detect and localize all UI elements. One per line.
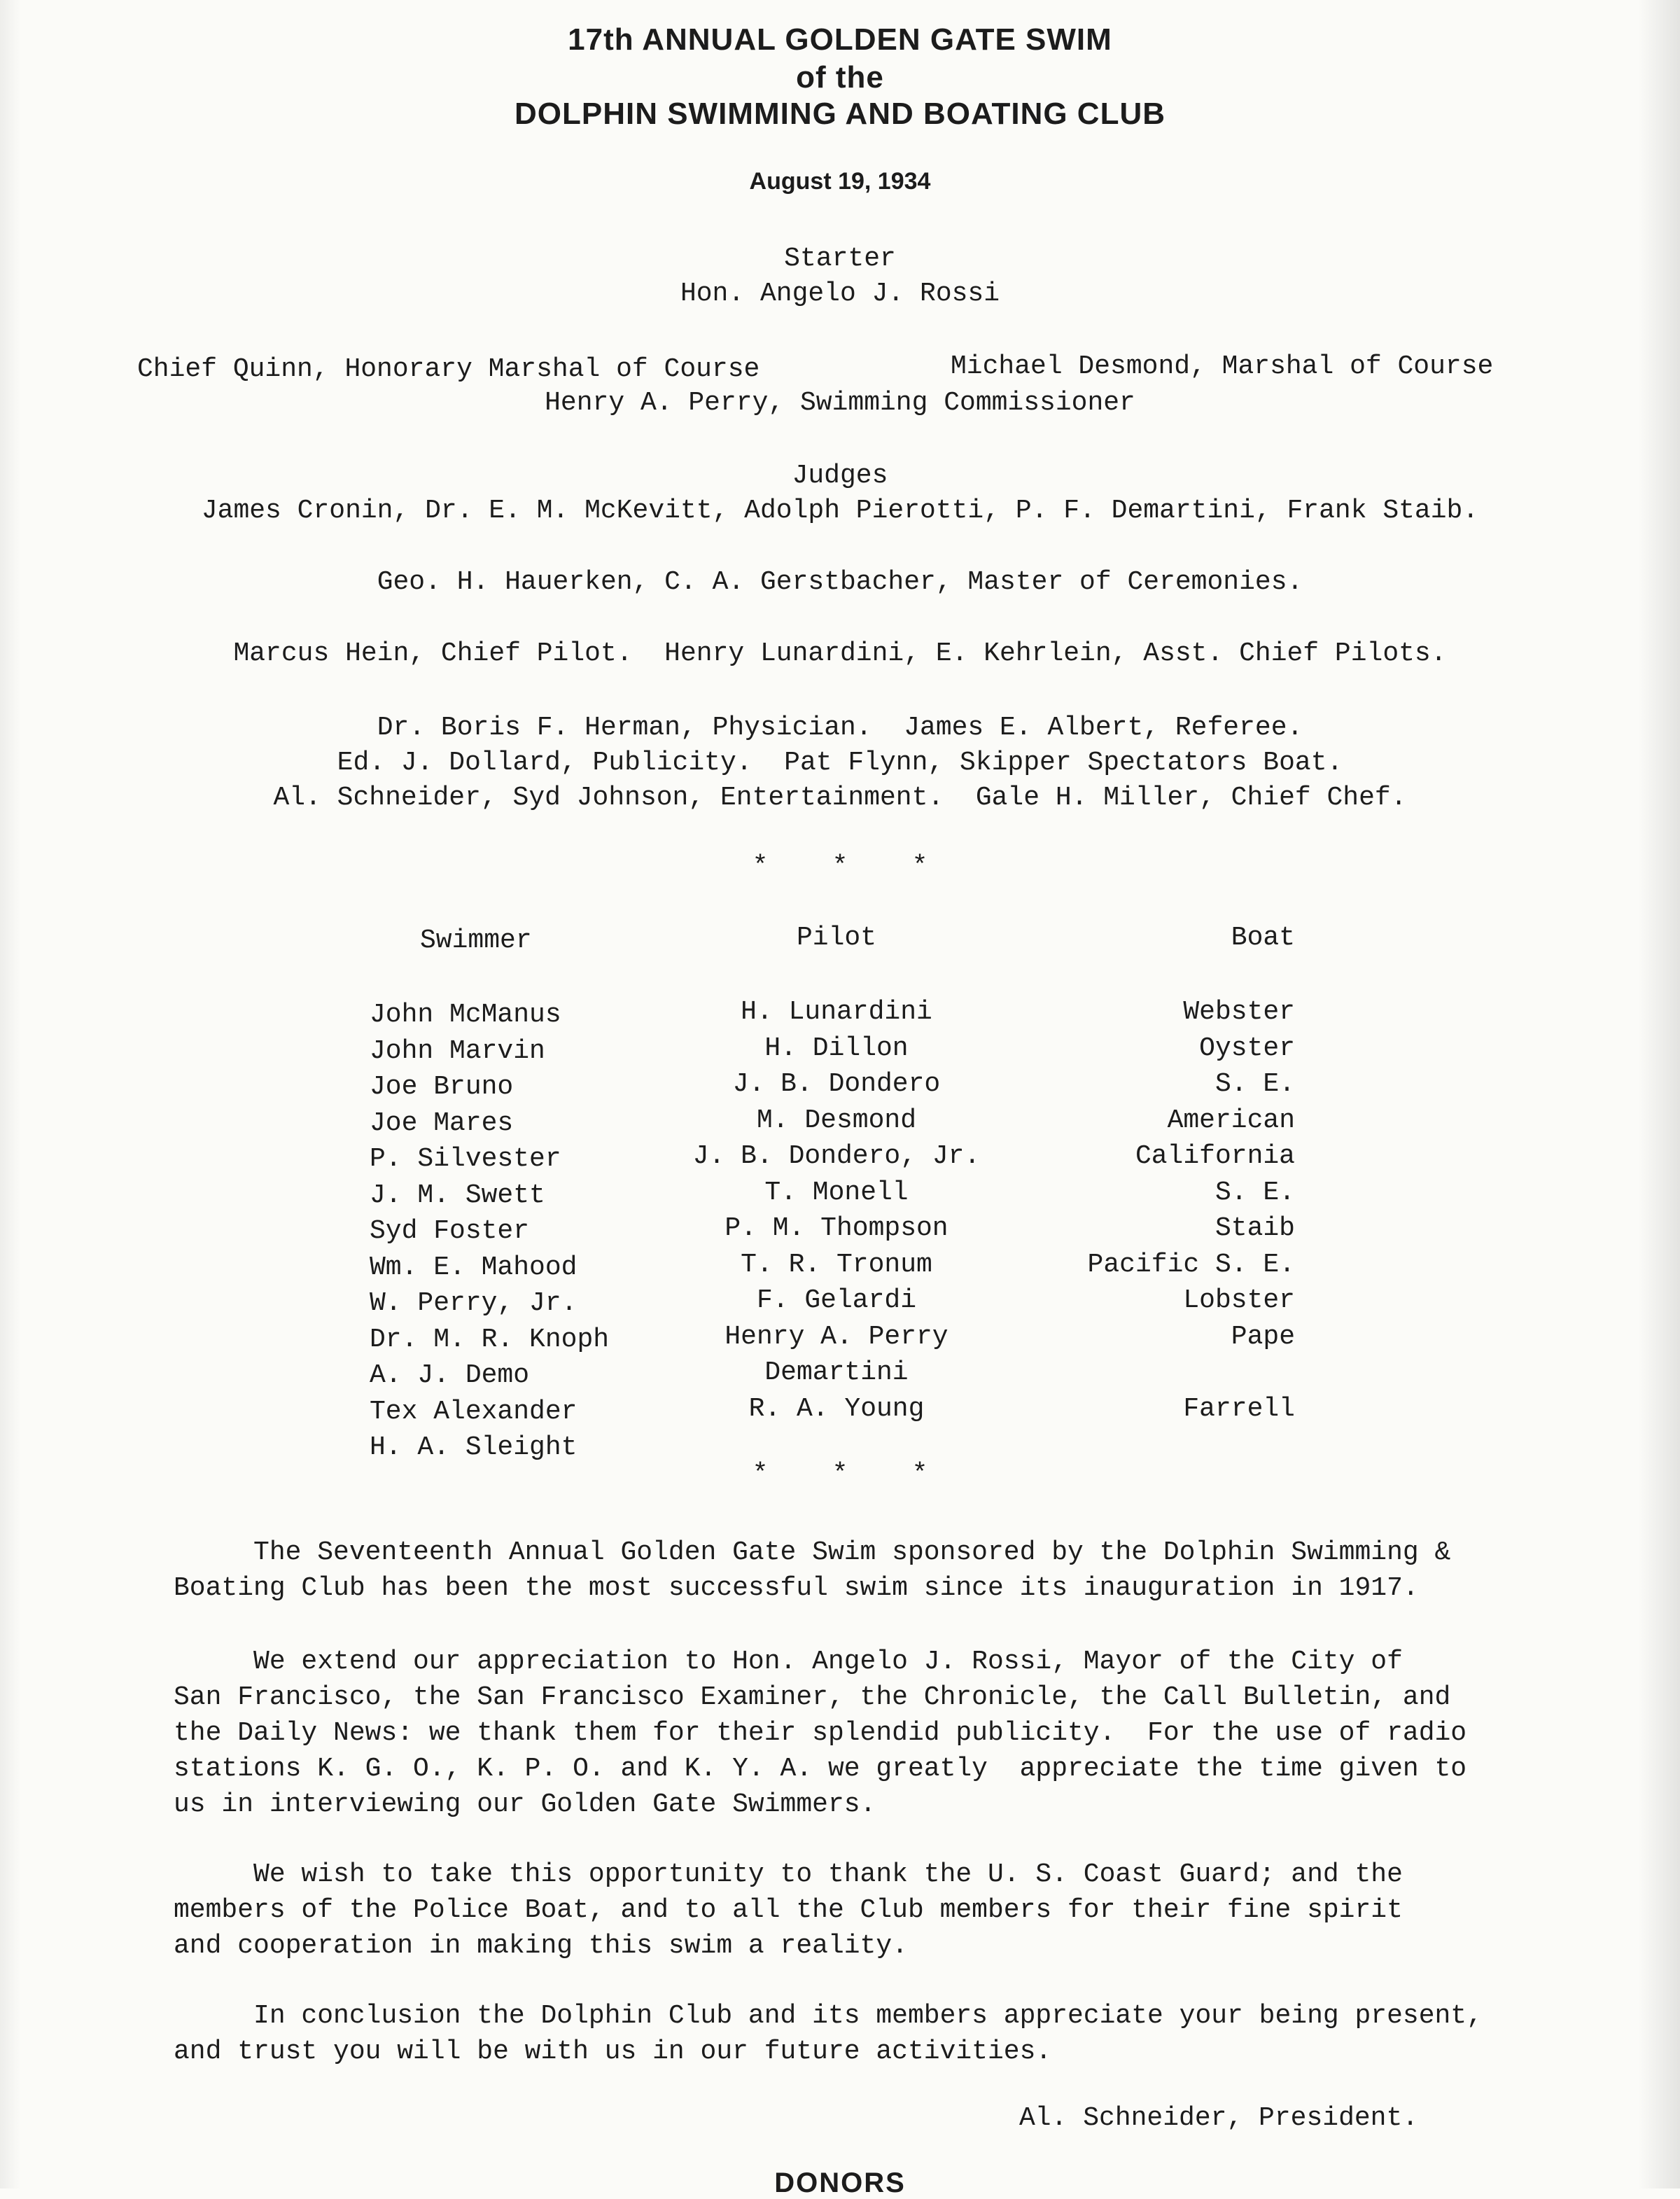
title-line-2: of the <box>796 60 884 95</box>
header-boat: Boat <box>1231 923 1295 953</box>
pilot-cell: T. R. Tronum <box>741 1249 932 1280</box>
boat-cell: S. E. <box>1214 1177 1295 1208</box>
swimmer-cell: John McManus <box>370 1000 561 1030</box>
pilot-cell: F. Gelardi <box>756 1285 917 1315</box>
header-pilot: Pilot <box>796 923 877 953</box>
swimmer-cell: A. J. Demo <box>370 1360 530 1390</box>
boat-cell: Webster <box>1183 997 1295 1027</box>
boat-cell: Pacific S. E. <box>1087 1249 1295 1280</box>
swimmer-cell: John Marvin <box>370 1035 545 1066</box>
ceremonies-line: Geo. H. Hauerken, C. A. Gerstbacher, Master of Ceremonies. <box>377 567 1303 597</box>
judges-heading: Judges <box>792 461 888 491</box>
honorary-marshal: Chief Quinn, Honorary Marshal of Course <box>137 354 760 384</box>
boat-cell: American <box>1167 1105 1295 1136</box>
boat-cell: Lobster <box>1183 1285 1295 1315</box>
pilot-cell: J. B. Dondero <box>732 1069 941 1099</box>
boat-cell: California <box>1135 1141 1295 1171</box>
pilot-cell: Demartini <box>764 1357 909 1388</box>
donors-heading: DONORS <box>774 2167 906 2198</box>
pilot-cell: T. Monell <box>764 1177 909 1208</box>
swimmer-cell: Joe Mares <box>370 1108 514 1138</box>
staff-line-3: Al. Schneider, Syd Johnson, Entertainment. Gale H. Miller, Chief Chef. <box>273 783 1407 813</box>
pilot-cell: M. Desmond <box>756 1105 917 1136</box>
pilot-column <box>672 994 1001 1427</box>
paragraph-3: We wish to take this opportunity to thank the U. S. Coast Guard; and the members of the Police Boat, and to all the Club members for their fine spirit and cooperation in making this swim a reality. <box>174 1859 1403 1961</box>
pilot-cell: J. B. Dondero, Jr. <box>692 1141 981 1171</box>
title-line-1: 17th ANNUAL GOLDEN GATE SWIM <box>568 22 1112 57</box>
separator-top: * * * <box>752 851 928 881</box>
pilot-cell: Henry A. Perry <box>724 1321 948 1352</box>
swimmer-cell: Dr. M. R. Knoph <box>370 1324 610 1355</box>
signature: Al. Schneider, President. <box>1019 2103 1419 2133</box>
paragraph-1: The Seventeenth Annual Golden Gate Swim sponsored by the Dolphin Swimming & Boating Club has been the most successful swim since its inauguration in 1917. <box>174 1537 1451 1603</box>
pilots-line: Marcus Hein, Chief Pilot. Henry Lunardini, E. Kehrlein, Asst. Chief Pilots. <box>233 638 1447 669</box>
starter-heading: Starter <box>784 244 896 274</box>
boat-cell: Staib <box>1214 1213 1295 1243</box>
swimmer-cell: J. M. Swett <box>370 1180 545 1210</box>
swimmer-column <box>370 997 609 1466</box>
pilot-cell: R. A. Young <box>748 1393 925 1424</box>
swimmer-cell: P. Silvester <box>370 1144 561 1174</box>
staff-line-2: Ed. J. Dollard, Publicity. Pat Flynn, Skipper Spectators Boat. <box>337 748 1343 778</box>
swimmer-cell: H. A. Sleight <box>370 1432 578 1462</box>
boat-column <box>1064 994 1295 1427</box>
boat-cell <box>1064 1355 1295 1391</box>
separator-bottom: * * * <box>752 1459 928 1489</box>
scan-edge-right <box>1638 0 1680 2188</box>
starter-name: Hon. Angelo J. Rossi <box>680 279 1000 309</box>
boat-cell: S. E. <box>1214 1069 1295 1099</box>
scan-edge-left <box>0 0 21 2188</box>
header-swimmer: Swimmer <box>420 926 532 956</box>
pilot-cell: H. Dillon <box>764 1033 909 1063</box>
swimmer-cell: Tex Alexander <box>370 1396 578 1427</box>
boat-cell: Farrell <box>1183 1393 1295 1424</box>
marshal-of-course: Michael Desmond, Marshal of Course <box>951 351 1494 382</box>
pilot-cell: P. M. Thompson <box>724 1213 948 1243</box>
event-date: August 19, 1934 <box>749 168 931 195</box>
staff-line-1: Dr. Boris F. Herman, Physician. James E. Albert, Referee. <box>377 713 1303 743</box>
pilot-cell: H. Lunardini <box>741 997 932 1027</box>
paragraph-4: In conclusion the Dolphin Club and its members appreciate your being present, and trust you will be with us in our future activities. <box>174 2001 1483 2067</box>
swimming-commissioner: Henry A. Perry, Swimming Commissioner <box>545 388 1135 418</box>
title-line-3: DOLPHIN SWIMMING AND BOATING CLUB <box>514 97 1166 131</box>
boat-cell: Oyster <box>1199 1033 1295 1063</box>
swimmer-cell: Syd Foster <box>370 1216 530 1246</box>
boat-cell: Pape <box>1231 1321 1295 1352</box>
paragraph-2: We extend our appreciation to Hon. Angelo J. Rossi, Mayor of the City of San Francisco, the San Francisco Examiner, the Chronicle, the Call Bulletin, and the Daily News: we thank them for their splendid publicity. For the use of radio stations K. G. O., K. P. O. and K. Y. A. we greatly appreciate the time given to us in interviewing our Golden Gate Swimmers. <box>174 1647 1467 1820</box>
swimmer-cell: W. Perry, Jr. <box>370 1288 578 1318</box>
swimmer-cell: Wm. E. Mahood <box>370 1252 578 1283</box>
swimmer-cell: Joe Bruno <box>370 1072 514 1102</box>
judges-list: James Cronin, Dr. E. M. McKevitt, Adolph Pierotti, P. F. Demartini, Frank Staib. <box>201 496 1479 526</box>
